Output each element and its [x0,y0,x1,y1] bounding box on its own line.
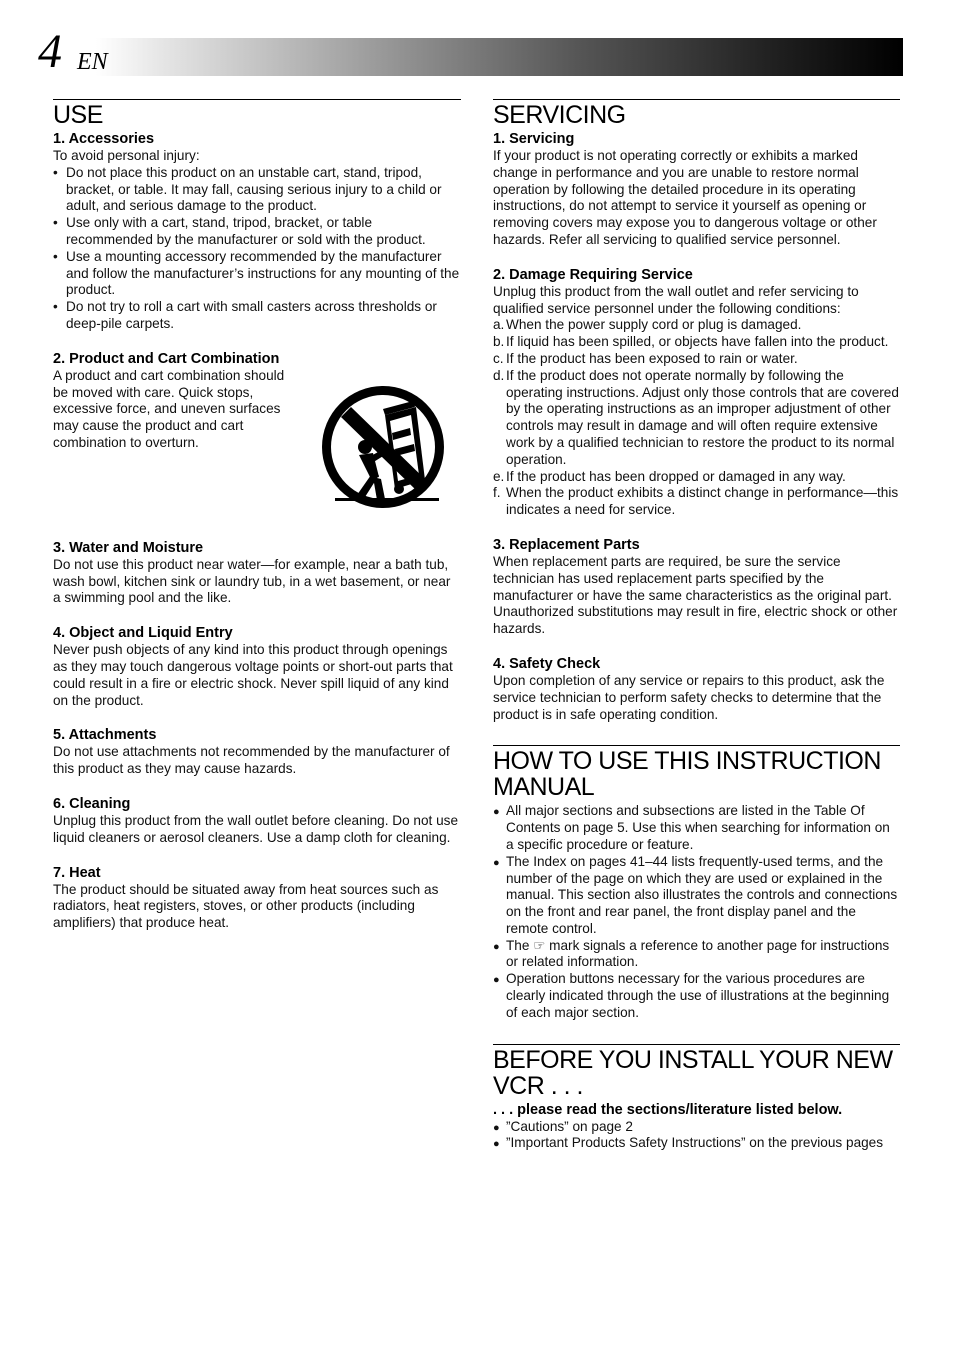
before-title: BEFORE YOU INSTALL YOUR NEW VCR . . . [493,1044,900,1099]
list-item: c. If the product has been exposed to rain or water. [493,350,798,366]
list-item: f. When the product exhibits a distinct change in performance—this indicates a need for service. [493,485,899,518]
servicing-heading: 1. Servicing [493,131,575,147]
list-item: a. When the power supply cord or plug is damaged. [493,317,802,333]
howto-list [493,803,900,1021]
parts-heading: 3. Replacement Parts [493,536,640,553]
use-title: USE [53,99,461,128]
before-subheading: . . . please read the sections/literature listed below. [493,1101,843,1118]
safety-heading: 4. Safety Check [493,655,601,672]
bullet-icon: ● [493,856,500,869]
list-item: • Use only with a cart, stand, tripod, bracket, or table recommended by the manufacturer or sold with the product. [53,215,426,247]
list-item: ● The ☞ mark signals a reference to another page for instructions or related information. [493,937,890,970]
attachments-text: Do not use attachments not recommended by the manufacturer of this product as they may cause hazards. [53,744,450,777]
water-heading: 3. Water and Moisture [53,539,204,556]
accessories-intro: To avoid personal injury: [53,148,200,163]
attachments-heading: 5. Attachments [53,727,157,744]
bullet-icon: ● [493,940,500,953]
damage-intro: Unplug this product from the wall outlet and refer servicing to qualified service personnel under the following conditions: [493,283,859,316]
cart-section [53,351,461,540]
object-heading: 4. Object and Liquid Entry [53,625,233,642]
heat-text: The product should be situated away from heat sources such as radiators, heat registers, stoves, or other products (including amplifiers) that produce heat. [53,881,439,931]
accessories-list [53,165,461,333]
header-gradient-bar [96,38,903,76]
cart-text: A product and cart combination should be moved with care. Quick stops, excessive force, and uneven surfaces may cause the product and cart combination to overturn. [53,367,285,450]
damage-heading: 2. Damage Requiring Service [493,266,693,283]
list-item: ● ”Cautions” on page 2 [493,1119,900,1136]
heat-heading: 7. Heat [53,864,101,881]
list-item: • Do not try to roll a cart with small casters across thresholds or deep-pile carpets. [53,299,437,331]
page-language: EN [77,49,108,75]
list-item: ● Operation buttons necessary for the various procedures are clearly indicated through the use of illustrations at the beginning of each major section. [493,971,890,1020]
parts-text: When replacement parts are required, be sure the service technician has used replacement parts specified by the manufacturer or have the same characteristics as the original part. Unauthorized substitutions may result in fire, electric shock or other hazards. [493,553,898,637]
bullet-icon: ● [493,1121,500,1134]
list-item: ● ”Important Products Safety Instructions” on the previous pages [493,1135,900,1152]
accessories-heading: 1. Accessories [53,131,155,147]
list-item: e. If the product has been dropped or damaged in any way. [493,468,846,484]
damage-list [493,317,900,519]
water-text: Do not use this product near water—for example, near a bath tub, wash bowl, kitchen sink or laundry tub, in a wet basement, or near a swimming pool and the like. [53,556,451,606]
bullet-icon: ● [493,1138,500,1151]
list-item: ● All major sections and subsections are listed in the Table Of Contents on page 5. Use this when searching for information on a specific procedure or feature. [493,803,890,852]
bullet-icon: ● [493,974,500,987]
bullet-icon: ● [493,806,500,819]
servicing-text: If your product is not operating correctly or exhibits a marked change in performance and you are unable to restore normal operation by following the detailed procedure in its operating instructions, do not attempt to service it yourself as opening or removing covers may expose you to dangerous voltage or other hazards. Refer all servicing to qualified service personnel. [493,148,877,247]
safety-text: Upon completion of any service or repairs to this product, ask the service technician to perform safety checks to determine that the product is in safe operating condition. [493,672,885,722]
list-item: • Use a mounting accessory recommended by the manufacturer and follow the manufacturer’s instructions for any mounting of the product. [53,248,460,298]
servicing-title: SERVICING [493,99,900,128]
page-number: 4 [38,25,62,78]
list-item: d. If the product does not operate normally by following the operating instructions. Adjust only those controls that are covered by the operating instructions as an improper adjustment of other controls may result in damage and will often require extensive work by a qualified technician to restore the product to its normal operation. [493,367,899,467]
cleaning-heading: 6. Cleaning [53,795,131,812]
before-list [493,1119,900,1153]
left-column [53,99,461,932]
list-item: ● The Index on pages 41–44 lists frequently-used terms, and the number of the page on which they are used or explained in the manual. This section also illustrates the controls and connections on the front and rear panel, the front display panel and the remote control. [493,853,898,936]
right-column [493,99,900,1152]
cleaning-text: Unplug this product from the wall outlet before cleaning. Do not use liquid cleaners or aerosol cleaners. Use a damp cloth for cleaning. [53,812,459,845]
cart-heading: 2. Product and Cart Combination [53,350,280,367]
list-item: b. If liquid has been spilled, or objects have fallen into the product. [493,334,889,350]
howto-title: HOW TO USE THIS INSTRUCTION MANUAL [493,745,900,800]
list-item: • Do not place this product on an unstable cart, stand, tripod, bracket, or table. It may fall, causing serious injury to a child or adult, and serious damage to the product. [53,164,442,214]
object-text: Never push objects of any kind into this product through openings as they may touch dangerous voltage points or short-out parts that could result in a fire or electric shock. Never spill liquid of any kind on the product. [53,642,453,708]
cart-tip-over-warning-icon [321,385,451,515]
